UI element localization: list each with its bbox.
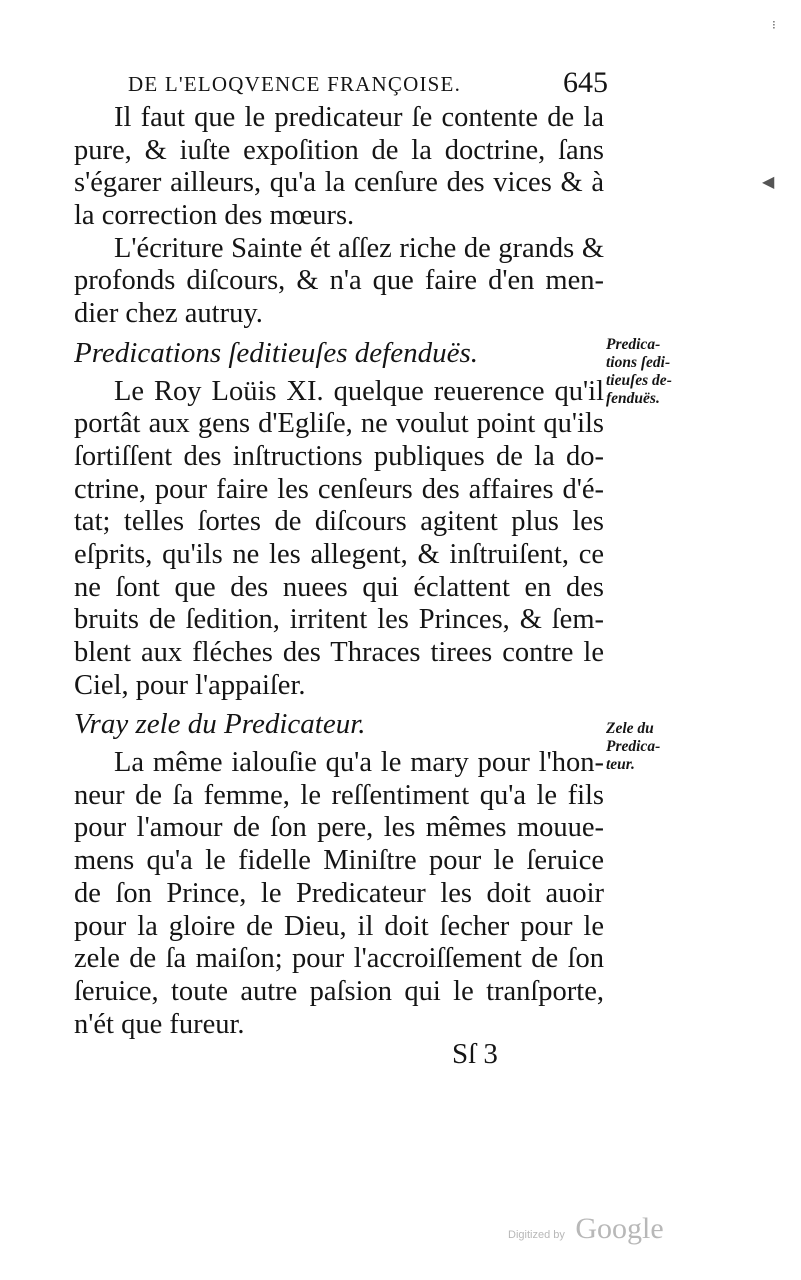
margin-note-true-zeal [606,720,706,774]
arrow-left-icon: ◀ [762,172,775,191]
text-line: zele de ſa maiſon; pour l'accroiſſement de ſon [74,943,604,975]
text-line: Ciel, pour l'appaiſer. [74,669,306,701]
text-line: pour l'amour de ſon pere, les mêmes mouue- [74,812,604,844]
watermark-prefix: Digitized by [508,1229,565,1241]
text-line: tat; telles ſortes de diſcours agitent plus les [74,506,604,538]
margin-note-line: Predica- [606,336,661,353]
text-line: pour la gloire de Dieu, il doit ſecher pour le [74,910,604,942]
text-line: portât aux gens d'Egliſe, ne voulut point qu'ils [74,408,604,440]
text-line: s'égarer ailleurs, qu'a la cenſure des vices & à [74,167,604,199]
text-line: bruits de ſedition, irritent les Princes, & ſem- [74,604,604,636]
page-number: 645 [563,66,608,99]
text-line: La même ialouſie qu'a le mary pour l'hon- [114,747,604,779]
text-line: Le Roy Loüis XI. quelque reuerence qu'il [114,375,604,407]
text-line: ſeruice, toute autre paſsion qui le tranſporte, [74,975,604,1007]
text-line: de ſon Prince, le Predicateur les doit auoir [74,877,604,909]
margin-note-line: fenduës. [606,390,660,407]
catchword-signature: Sſ 3 [452,1038,498,1070]
text-line: blent aux fléches des Thraces tirees contre le [74,637,604,668]
page-header [128,68,608,104]
text-line: ne ſont que des nuees qui éclattent en des [74,571,604,603]
scan-mark-icon: ⁝ [772,18,776,32]
margin-note-line: Predica- [606,738,661,755]
digitization-watermark [508,1212,664,1246]
text-line: la correction des mœurs. [74,200,355,232]
running-head: DE L'ELOQVENCE FRANÇOISE. [128,72,462,96]
text-line: n'ét que fureur. [74,1008,245,1040]
margin-note-line: tions ſedi- [606,354,671,371]
main-text [74,102,604,1041]
section-heading: Vray zele du Predicateur. [74,708,366,741]
text-line: pure, & iuſte expoſition de la doctrine, ſans [74,134,604,166]
text-line: ctrine, pour faire les cenſeurs des affaires d'é- [74,473,604,505]
text-line: neur de ſa femme, le reſſentiment qu'a le fils [74,779,604,811]
margin-note-line: tieuſes de- [606,372,672,389]
text-line: ſortiſſent des inſtructions publiques de la do- [74,440,604,472]
margin-note-seditious-sermons [606,336,706,408]
text-line: L'écriture Sainte ét aſſez riche de grands & [114,232,604,264]
section-heading: Predications ſeditieuſes defenduës. [74,336,479,369]
text-line: dier chez autruy. [74,298,263,330]
text-line: Il faut que le predicateur ſe contente de la [114,102,604,133]
text-line: profonds diſcours, & n'a que faire d'en men- [74,265,604,297]
text-line: mens qu'a le fidelle Miniſtre pour le ſeruice [74,845,604,877]
margin-note-line: teur. [606,756,635,773]
margin-note-line: Zele du [606,720,654,737]
text-line: eſprits, qu'ils ne les allegent, & inſtruiſent, ce [74,538,604,570]
watermark-brand: Google [575,1212,664,1245]
